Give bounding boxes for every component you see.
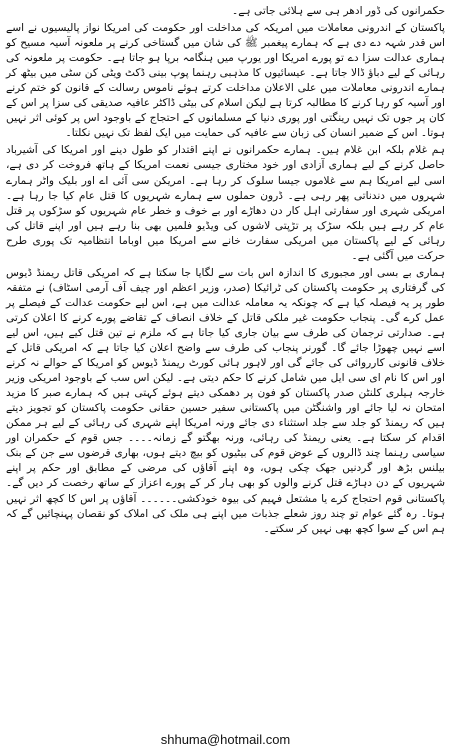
- article-paragraph: پاکستان کے اندرونی معاملات میں امریکہ کی مداخلت اور حکومت کی امریکا نواز پالیسیوں نے اسے اس قدر شہہ دے دی ہے کہ ہمارے پیغمبر ﷺ کی شان میں گستاخی کرنے پر ملعونہ آسیہ مسیح کو ہماری عدالت سزا دے تو پورے امریکا اور یورپ میں ہنگامہ برپا ہو جاتا ہے۔ حکومت پر ملعونہ کی رہائی کے لیے دباؤ ڈالا جاتا ہے۔ عیسائیوں کا مذہبی رہنما پوپ بینی ڈکٹ ویٹی کن سٹی میں بیٹھ کر ہمارے اندرونی معاملات میں علی الاعلان مداخلت کرتے ہوئے ناموس رسالت کے قانون کو ختم کرنے اور آسیہ کو رہا کرنے کا مطالبہ کرتا ہے لیکن اسلام کی بیٹی ڈاکٹر عافیہ صدیقی کی سزا پر اس کے کان پر جوں تک نہیں رینگتی اور پوری دنیا کے مسلمانوں کے احتجاج کے باوجود اس پر کوئی اثر نہیں ہوتا۔ اس کے ضمیر انسان کی زبان سے عافیہ کی حمایت میں ایک لفظ تک نہیں نکلتا۔: [6, 22, 445, 140]
- article-body: [6, 4, 445, 537]
- article-paragraph: ہماری بے بسی اور مجبوری کا اندازہ اس بات سے لگایا جا سکتا ہے کہ امریکی قاتل ریمنڈ ڈیوس کی گرفتاری پر حکومت پاکستان کی ٹرائیکا (صدر، وزیر اعظم اور چیف آف آرمی اسٹاف) نے متفقہ طور پر یہ فیصلہ کیا ہے کہ چونکہ یہ معاملہ عدالت میں ہے، اس لیے حکومت عدالت کے فیصلے پر عمل کرے گی۔ پنجاب حکومت غیر ملکی قاتل کے خلاف انصاف کے تقاضے پورے کرنے کا اعلان کرتی ہے۔ صدارتی ترجمان کی طرف سے بیان جاری کیا جاتا ہے کہ ملزم نے تین قتل کیے ہیں، اس لیے اسے نہیں چھوڑا جائے گا۔ گورنر پنجاب کی طرف سے واضح اعلان کیا جاتا ہے کہ امریکی قاتل کے خلاف قانونی کارروائی کی جائے گی اور لاہور ہائی کورٹ ریمنڈ ڈیوس کو امریکا کے حوالے نہ کرنے اور اس کا نام ای سی ایل میں شامل کرنے کا حکم دیتی ہے۔ لیکن اس سب کے باوجود امریکی وزیر خارجہ ہیلری کلنٹن صدر پاکستان کو فون پر دھمکی دیتے ہوئے کہتی ہیں کہ ہمارے صبر کا مزید امتحان نہ لیا جائے اور واشنگٹن میں پاکستانی سفیر حسین حقانی حکومت پاکستان کو تجویز دیتے ہیں کہ ریمنڈ کو جلد سے جلد استثناء دی جائے ورنہ امریکا اپنے شہری کی رہائی کے لیے ہر ممکن اقدام کر سکتا ہے۔ یعنی ریمنڈ کی رہائی، ورنہ بھگتو گے زمانہ۔۔۔۔ جس قوم کے حکمران اور سیاسی رہنما چند ڈالروں کے عوض قوم کی بیٹیوں کو بیچ دیتے ہوں، بھاری قرضوں سے جن کے بنک بیلنس بڑھ اور گردنیں جھک چکی ہوں، وہ اپنے آقاؤں کی مرضی کے مطابق اور حکم پر اپنے شہریوں کے دن دہاڑے قتل کرنے والوں کو بھی ہار کر کے پورے اعزاز کے ساتھ رخصت کر دیں گے۔ پاکستانی قوم احتجاج کرے یا مشتعل فہیم کی بیوہ خودکشی۔۔۔۔۔۔ آقاؤں پر اس کا کچھ اثر نہیں ہوتا۔ رہ گئے عوام تو چند روز شعلے جذبات میں اپنے ہی ملک کی املاک کو نقصان پہنچائیں گے کہ ہم اس کے سوا کچھ بھی نہیں کر سکتے۔: [6, 266, 445, 535]
- article-paragraph: حکمرانوں کی ڈور ادھر ہی سے ہلائی جاتی ہے۔: [232, 5, 445, 17]
- article-paragraph: ہم غلام بلکہ ابن غلام ہیں۔ ہمارے حکمرانوں نے اپنے اقتدار کو طول دینے اور امریکا کی آشیرباد حاصل کرنے کے لیے ہماری آزادی اور خود مختاری جیسی نعمت امریکا کے ہاتھ فروخت کر دی ہے، اسی لیے امریکا ہم سے غلاموں جیسا سلوک کر رہا ہے۔ امریکن سی آئی اے اور بلیک واٹر ہمارے شہروں میں دندناتی پھر رہی ہے۔ ڈرون حملوں سے ہمارے شہریوں کا قتل عام کیا جا رہا ہے۔ امریکی شہری اور سفارتی اہل کار دن دھاڑے اور بے خوف و خطر عام شہریوں کو سڑکوں پر قتل عام کر رہے ہیں بلکہ سڑک پر تڑپتی لاشوں کی ویڈیو فلمیں بھی بنا رہے ہیں اور اپنے قاتل کی رہائی کے لیے پاکستان میں امریکی سفارت خانے سے امریکا میں اوباما انتظامیہ تک پوری طرح حرکت میں آگئی ہے۔: [6, 144, 445, 262]
- author-email: shhuma@hotmail.com: [160, 732, 291, 747]
